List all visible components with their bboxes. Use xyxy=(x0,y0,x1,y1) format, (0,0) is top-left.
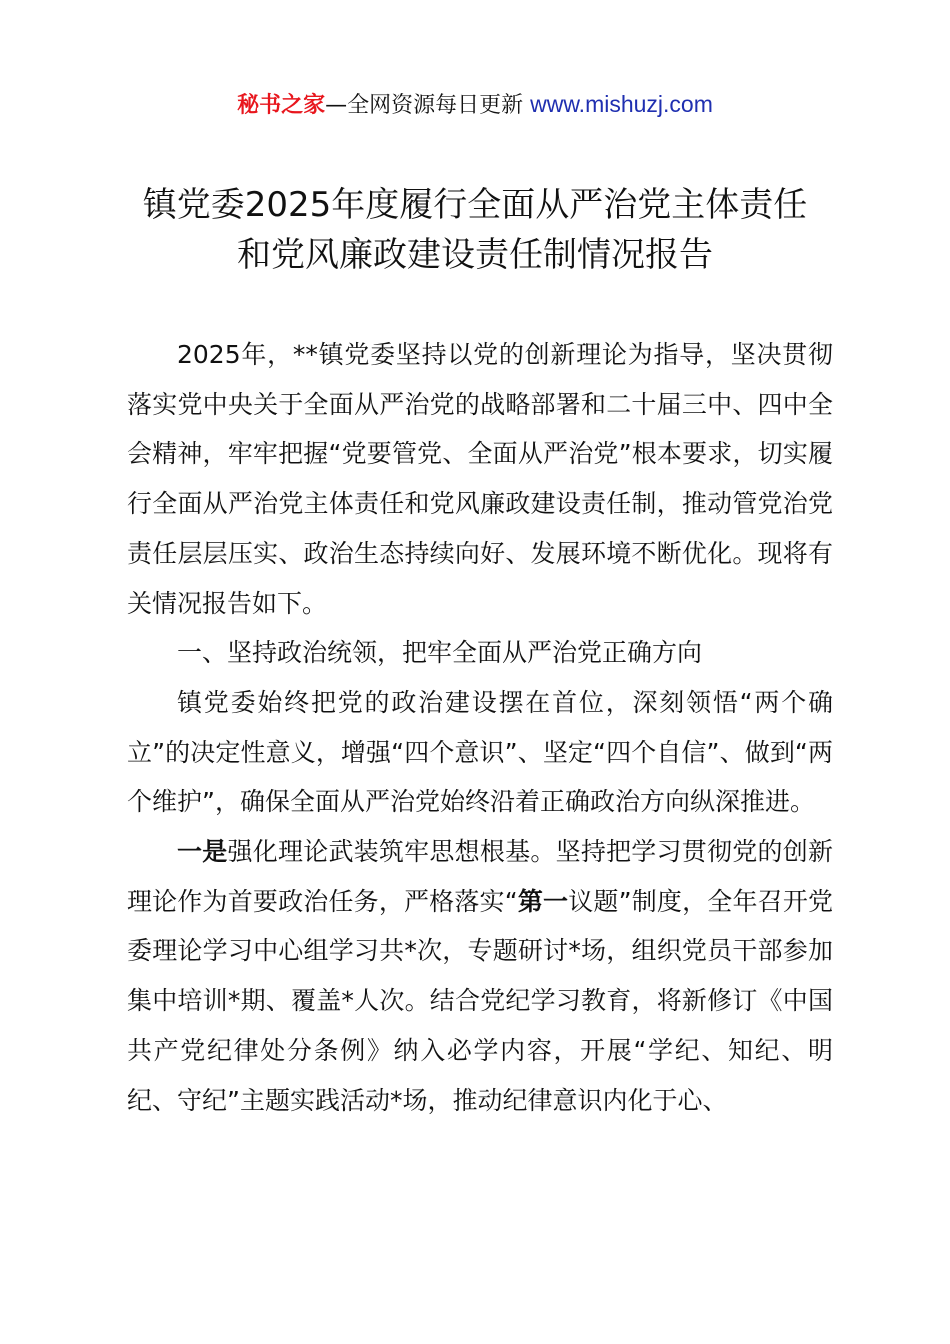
site-url-link[interactable]: www.mishuzj.com xyxy=(530,91,713,117)
title-line-1: 镇党委2025年度履行全面从严治党主体责任 xyxy=(142,185,808,225)
document-title xyxy=(0,180,950,280)
section-1-paragraph: 镇党委始终把党的政治建设摆在首位，深刻领悟“两个确立”的决定性意义，增强“四个意识”、坚定“四个自信”、做到“两个维护”，确保全面从严治党始终沿着正确政治方向纵深推进。 xyxy=(127,687,833,817)
title-line-2: 和党风廉政建设责任制情况报告 xyxy=(237,235,713,275)
document-body xyxy=(127,330,833,1125)
brand-name: 秘书之家 xyxy=(237,93,326,118)
intro-paragraph: 2025年，**镇党委坚持以党的创新理论为指导，坚决贯彻落实党中央关于全面从严治党的战略部署和二十届三中、四中全会精神，牢牢把握“党要管党、全面从严治党”根本要求，切实履行全面从严治党主体责任和党风廉政建设责任制，推动管党治党责任层层压实、政治生态持续向好、发展环境不断优化。现将有关情况报告如下。 xyxy=(127,340,833,618)
header-tagline: —全网资源每日更新 xyxy=(325,93,531,118)
item-1-text-a: 强化理论武装筑牢思想根基。坚持把学习贯彻党的创新理论作为首要政治任务，严格落实“ xyxy=(127,837,833,916)
site-header xyxy=(0,88,950,122)
item-1-lead: 一是 xyxy=(177,837,228,867)
section-1-heading: 一、坚持政治统领，把牢全面从严治党正确方向 xyxy=(177,638,703,668)
item-1-paragraph xyxy=(127,827,833,1125)
item-1-bold-term: 第一 xyxy=(517,886,569,916)
item-1-text-b: 议题”制度，全年召开党委理论学习中心组学习共*次，专题研讨*场，组织党员干部参加集中培训*期、覆盖*人次。结合党纪学习教育，将新修订《中国共产党纪律处分条例》纳入必学内容，开展“学纪、知纪、明纪、守纪”主题实践活动*场，推动纪律意识内化于心、 xyxy=(127,886,834,1115)
